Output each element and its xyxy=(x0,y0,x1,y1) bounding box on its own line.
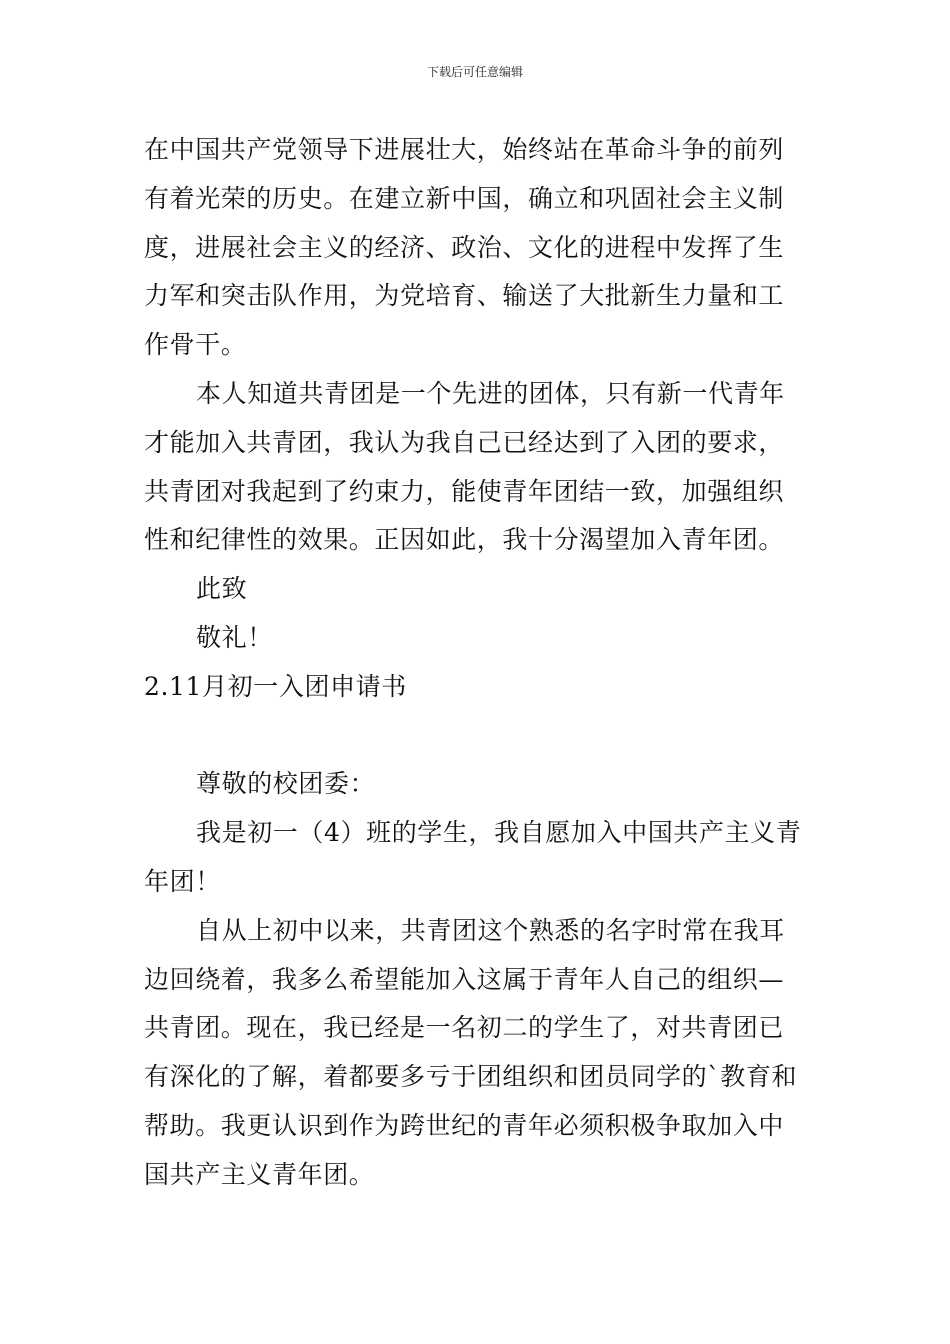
closing-regards: 敬礼！ xyxy=(196,622,273,652)
body-line: 有着光荣的历史。在建立新中国，确立和巩固社会主义制 xyxy=(144,183,785,213)
body-line: 共青团对我起到了约束力，能使青年团结一致，加强组织 xyxy=(144,476,785,506)
body-line: 我是初一（4）班的学生，我自愿加入中国共产主义青 xyxy=(196,818,802,848)
page-header: 下载后可任意编辑 xyxy=(426,65,523,79)
body-line: 年团！ xyxy=(144,866,221,896)
body-line: 作骨干。 xyxy=(144,330,247,360)
body-line: 国共产主义青年团。 xyxy=(144,1159,375,1189)
body-line: 有深化的了解，着都要多亏于团组织和团员同学的`教育和 xyxy=(144,1062,798,1092)
body-line: 才能加入共青团，我认为我自己已经达到了入团的要求， xyxy=(144,427,785,457)
letter-greeting: 尊敬的校团委： xyxy=(196,769,376,799)
body-line: 在中国共产党领导下进展壮大，始终站在革命斗争的前列 xyxy=(144,135,785,164)
body-line: 度，进展社会主义的经济、政治、文化的进程中发挥了生 xyxy=(144,232,785,262)
body-line: 性和纪律性的效果。正因如此，我十分渴望加入青年团。 xyxy=(144,525,785,555)
body-line: 帮助。我更认识到作为跨世纪的青年必须积极争取加入中 xyxy=(144,1110,785,1140)
body-line: 本人知道共青团是一个先进的团体，只有新一代青年 xyxy=(196,378,785,408)
body-line: 边回绕着，我多么希望能加入这属于青年人自己的组织— xyxy=(144,964,785,994)
document-body xyxy=(144,126,814,1200)
section-heading: 2.11月初一入团申请书 xyxy=(144,671,407,701)
body-line: 自从上初中以来，共青团这个熟悉的名字时常在我耳 xyxy=(196,915,785,945)
blank-line xyxy=(144,712,814,761)
closing-salutation: 此致 xyxy=(196,574,248,604)
body-line: 力军和突击队作用，为党培育、输送了大批新生力量和工 xyxy=(144,281,785,311)
body-line: 共青团。现在，我已经是一名初二的学生了，对共青团已 xyxy=(144,1013,785,1043)
